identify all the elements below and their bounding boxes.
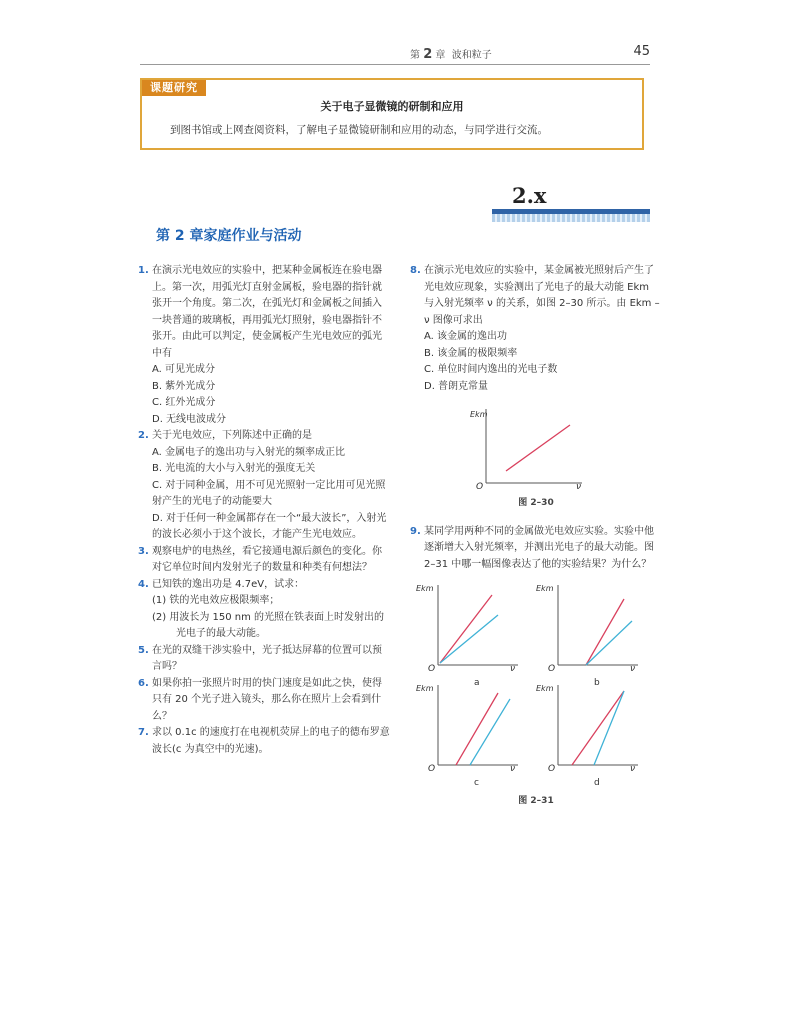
pb-label: b	[594, 678, 600, 688]
pd-x-label: ν	[630, 764, 636, 774]
pa-y-label: Ekm	[416, 584, 434, 593]
fig30-line	[506, 425, 570, 471]
research-tag: 课题研究	[142, 80, 206, 96]
fig30-y-label: Ekm	[470, 410, 488, 419]
q2-option-d: D. 对于任何一种金属都存在一个“最大波长”，入射光的波长必须小于这个波长，才能产生光电效应。	[152, 512, 387, 540]
question-9: 9. 某同学用两种不同的金属做光电效应实验。实验中他逐渐增大入射光频率，并测出光电子的最大动能。图 2–31 中哪一幅图像表达了他的实验结果？为什么？	[410, 525, 654, 570]
pb-red-line	[586, 599, 624, 665]
pa-cyan-line	[440, 615, 498, 663]
research-text: 到图书馆或上网查阅资料，了解电子显微镜研制和应用的动态，与同学进行交流。	[170, 124, 548, 136]
section-number: 2.x	[512, 183, 547, 208]
section-band-light	[492, 214, 650, 222]
q2-option-c: C. 对于同种金属，用不可见光照射一定比用可见光照射产生的光电子的动能要大	[152, 479, 386, 507]
pc-origin: O	[428, 764, 436, 774]
figure-2-30	[410, 401, 662, 493]
question-1: 1. 在演示光电效应的实验中，把某种金属板连在验电器上。第一次，用弧光灯直射金属板，验电器的指针就张开一个角度。第二次，在弧光灯和金属板之间插入一块普通的玻璃板，再用弧光灯照射，验电器指针不张开。由此可以判定，使金属板产生光电效应的弧光中有	[138, 265, 382, 359]
pd-label: d	[594, 778, 600, 788]
question-2: 2. 关于光电效应，下列陈述中正确的是	[138, 430, 312, 441]
pa-x-label: ν	[510, 664, 516, 674]
question-3: 3. 观察电炉的电热丝，看它接通电源后颜色的变化。你对它单位时间内发射光子的数量和种类有何想法？	[138, 545, 382, 573]
q1-option-c: C. 红外光成分	[152, 397, 216, 408]
pc-label: c	[474, 778, 479, 788]
pb-origin: O	[548, 664, 556, 674]
q4-sub-1: (1) 铁的光电效应极限频率；	[152, 595, 280, 606]
q8-option-b: B. 该金属的极限频率	[424, 347, 518, 359]
q8-option-a: A. 该金属的逸出功	[424, 331, 508, 342]
running-head: 第 2 章 波和粒子	[410, 47, 492, 62]
right-column	[410, 263, 662, 810]
page-number: 45	[633, 44, 650, 59]
q1-option-a: A. 可见光成分	[152, 364, 216, 375]
question-7: 7. 求以 0.1c 的速度打在电视机荧屏上的电子的德布罗意波长(c 为真空中的光速)。	[138, 727, 390, 755]
panel-a	[416, 584, 518, 688]
pc-y-label: Ekm	[416, 684, 434, 693]
research-box	[140, 78, 644, 150]
header-rule	[140, 64, 650, 65]
q4-sub-2: (2) 用波长为 150 nm 的光照在铁表面上时发射出的光电子的最大动能。	[152, 611, 385, 639]
q1-option-b: B. 紫外光成分	[152, 380, 216, 392]
pd-y-label: Ekm	[536, 684, 554, 693]
pa-label: a	[474, 678, 480, 688]
panel-d	[536, 684, 638, 788]
pa-origin: O	[428, 664, 436, 674]
question-5: 5. 在光的双缝干涉实验中，光子抵达屏幕的位置可以预言吗？	[138, 644, 382, 672]
fig30-origin: O	[476, 482, 484, 492]
pd-origin: O	[548, 764, 556, 774]
fig30-x-label: ν	[576, 482, 582, 492]
q1-option-d: D. 无线电波成分	[152, 413, 227, 425]
pa-red-line	[440, 595, 492, 663]
q2-option-b: B. 光电流的大小与入射光的强度无关	[152, 463, 316, 474]
q8-option-c: C. 单位时间内逸出的光电子数	[424, 364, 558, 375]
pb-cyan-line	[586, 621, 632, 665]
pb-y-label: Ekm	[536, 584, 554, 593]
left-column	[138, 263, 390, 758]
caption-2-31: 图 2–31	[518, 796, 554, 806]
panel-c	[416, 684, 518, 788]
chapter-title: 第 2 章家庭作业与活动	[156, 228, 302, 244]
question-6: 6. 如果你拍一张照片时用的快门速度是如此之快，使得只有 20 个光子进入镜头，那么你在照片上会看到什么？	[138, 677, 382, 722]
page-header	[140, 44, 650, 62]
pb-x-label: ν	[630, 664, 636, 674]
pc-x-label: ν	[510, 764, 516, 774]
caption-2-30: 图 2–30	[518, 498, 554, 508]
question-4: 4. 已知铁的逸出功是 4.7eV，试求：	[138, 578, 305, 590]
figure-2-31	[410, 579, 662, 791]
question-8: 8. 在演示光电效应的实验中，某金属被光照射后产生了光电效应现象，实验测出了光电子的最大动能 Ekm 与入射光频率 ν 的关系，如图 2–30 所示。由 Ekm – ν 图像可求出	[410, 265, 660, 326]
q8-option-d: D. 普朗克常量	[424, 380, 489, 392]
q2-option-a: A. 金属电子的逸出功与入射光的频率成正比	[152, 446, 346, 458]
research-title: 关于电子显微镜的研制和应用	[320, 100, 464, 113]
panel-b	[536, 584, 638, 688]
